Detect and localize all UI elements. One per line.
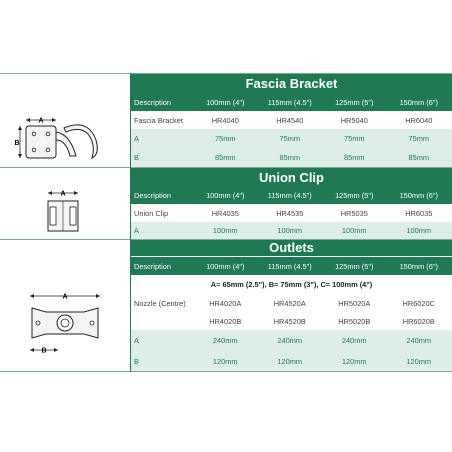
header-cell: 125mm (5") [335, 261, 374, 271]
header-cell: Description [134, 97, 171, 107]
header-cell: 150mm (6") [399, 261, 438, 271]
header-cell: 115mm (4.5") [267, 97, 312, 107]
header-cell: Description [134, 261, 171, 271]
table-cell: 75mm [279, 134, 301, 143]
union-header-row [131, 187, 452, 204]
header-cell: 150mm (6") [399, 191, 438, 200]
table-cell: HR5020B [338, 316, 371, 326]
row-label: A [134, 336, 139, 345]
table-cell: HR6020B [402, 316, 435, 326]
dimension-label-b: B [14, 140, 20, 147]
table-cell: 100mm [277, 226, 303, 235]
header-cell: 125mm (5") [335, 97, 374, 107]
table-cell: 85mm [408, 153, 430, 162]
outlet-diagram [24, 286, 110, 360]
table-cell: 85mm [279, 153, 301, 162]
header-cell: 100mm (4") [206, 97, 245, 107]
table-cell: HR4540 [276, 115, 304, 125]
table-cell: HR6035 [405, 208, 433, 218]
union-clip-diagram [38, 186, 88, 234]
table-row [131, 351, 452, 371]
table-cell: 75mm [214, 134, 236, 143]
header-cell: 100mm (4") [206, 191, 245, 200]
table-cell: HR4020A [209, 298, 242, 308]
table-cell: 120mm [341, 356, 367, 366]
table-cell: HR6040 [405, 115, 433, 125]
dimension-label-a: A [62, 293, 68, 301]
table-cell: 120mm [277, 356, 303, 366]
table-cell: 75mm [343, 134, 365, 143]
outlets-title: Outlets [131, 240, 452, 256]
table-cell: HR5020A [338, 298, 371, 308]
table-cell: HR6020C [402, 298, 435, 308]
table-row [131, 111, 452, 129]
table-cell: HR5035 [340, 208, 368, 218]
bottom-rule [0, 371, 452, 372]
table-cell: 85mm [214, 153, 236, 162]
table-cell: HR4520A [273, 298, 306, 308]
table-cell: HR4520B [273, 316, 306, 326]
header-cell: 115mm (4.5") [267, 261, 312, 271]
table-cell: 240mm [277, 336, 303, 345]
union-title: Union Clip [131, 168, 452, 187]
table-cell: HR5040 [340, 115, 368, 125]
table-cell: HR4020B [209, 316, 242, 326]
header-cell: 125mm (5") [335, 191, 374, 200]
table-cell: 240mm [341, 336, 367, 345]
table-cell: 100mm [212, 226, 238, 235]
table-cell: 120mm [212, 356, 238, 366]
dimension-label-a: A [60, 190, 66, 198]
table-row [131, 294, 452, 312]
table-cell: 240mm [212, 336, 238, 345]
fascia-header-row [131, 93, 452, 111]
table-row [131, 222, 452, 239]
table-row [131, 204, 452, 222]
row-label: A [134, 226, 139, 235]
table-row [131, 312, 452, 330]
table-row [131, 330, 452, 351]
row-label: A [134, 134, 139, 143]
dimension-label-b: B [41, 347, 47, 355]
header-cell: 100mm (4") [206, 261, 245, 271]
row-label: B [134, 153, 139, 162]
header-cell: Description [134, 191, 171, 200]
fascia-title: Fascia Bracket [131, 74, 452, 93]
table-cell: 240mm [406, 336, 432, 345]
table-cell: 120mm [406, 356, 432, 366]
header-cell: 115mm (4.5") [267, 191, 312, 200]
table-row [131, 129, 452, 148]
table-cell: 100mm [341, 226, 367, 235]
table-row [131, 148, 452, 167]
outlets-header-row [131, 257, 452, 275]
table-cell: 100mm [406, 226, 432, 235]
outlets-dimensions-note: A= 65mm (2.5"), B= 75mm (3"), C= 100mm (4") [131, 276, 452, 293]
table-cell: 75mm [408, 134, 430, 143]
table-cell: HR4035 [211, 208, 239, 218]
row-label: B [134, 356, 139, 366]
table-cell: HR4040 [211, 115, 239, 125]
row-label: Nozzle (Centre) [134, 298, 186, 308]
table-cell: HR4535 [276, 208, 304, 218]
header-cell: 150mm (6") [399, 97, 438, 107]
dimension-label-a: A [38, 117, 44, 125]
row-label: Fascia Bracket [134, 115, 183, 125]
table-cell: 85mm [343, 153, 365, 162]
fascia-bracket-diagram [8, 110, 108, 160]
row-label: Union Clip [134, 208, 169, 218]
